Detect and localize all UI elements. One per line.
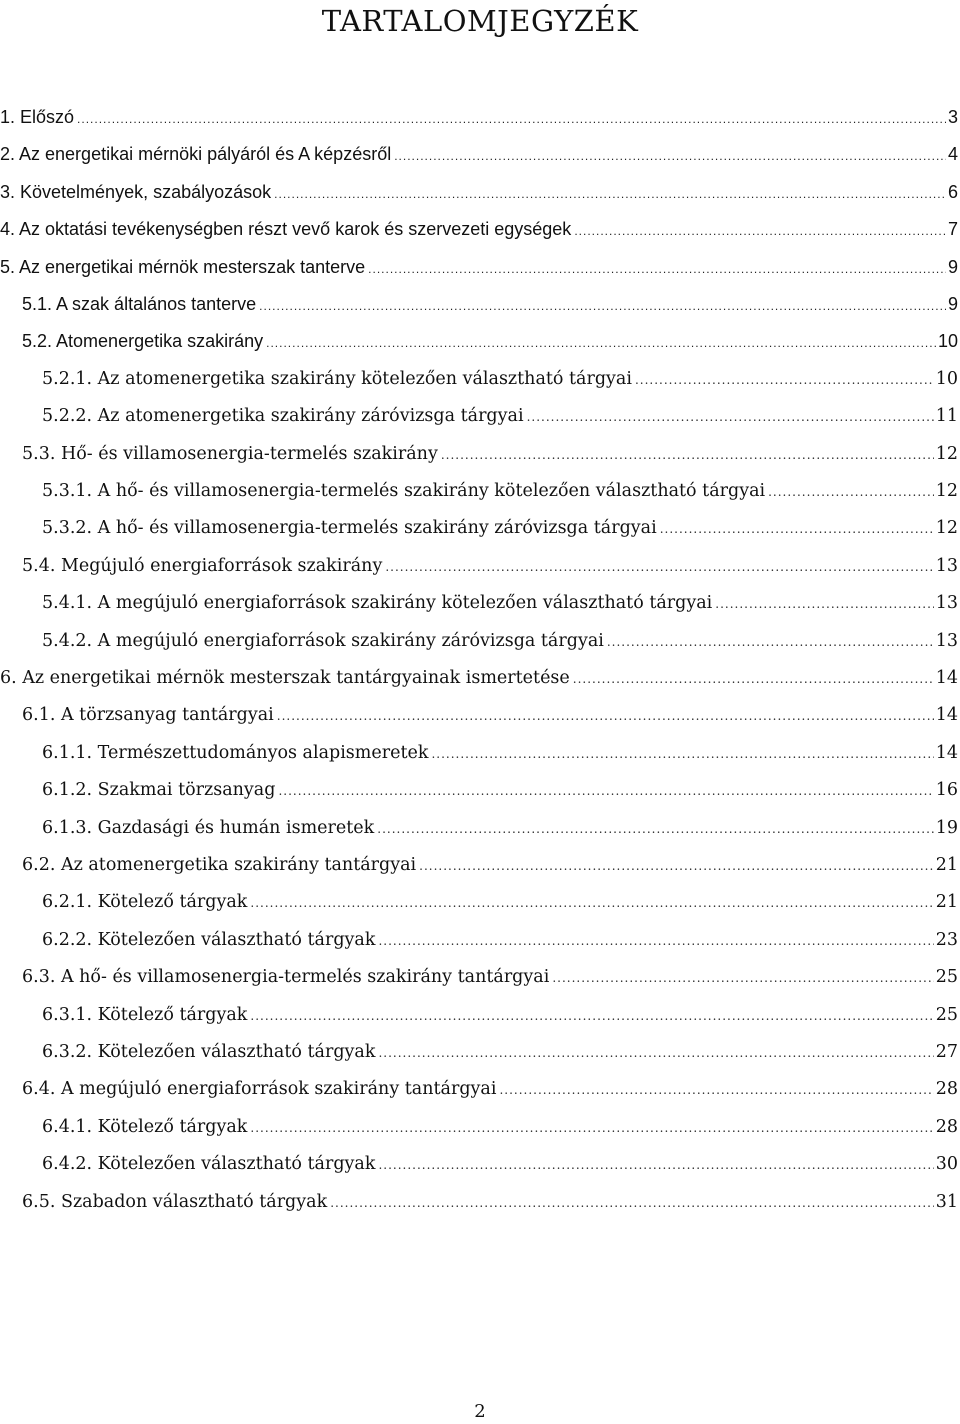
toc-entry[interactable] [22,436,958,473]
page-number: 2 [474,1401,486,1422]
toc-entry[interactable] [42,884,958,921]
toc-entry-page: 12 [935,481,958,501]
page-title: TARTALOMJEGYZÉK [321,4,639,38]
toc-entry[interactable] [42,735,958,772]
toc-entry[interactable] [0,174,958,211]
toc-entry[interactable] [42,398,958,435]
toc-dot-leader [660,511,934,548]
toc-dot-leader [274,176,946,213]
toc-entry-label: 5.3. Hő- és villamosenergia-termelés szakirány [22,443,438,464]
toc-entry-page: 13 [935,630,958,651]
toc-entry-page: 10 [937,331,958,352]
toc-entry-page: 13 [935,593,958,614]
toc-entry-label: 2. Az energetikai mérnöki pályáról és A képzésről [0,144,392,165]
toc-entry[interactable] [22,1184,958,1221]
toc-entry-page: 10 [935,368,958,389]
toc-entry-page: 9 [947,256,958,277]
toc-entry[interactable] [42,1109,958,1146]
toc-entry-page: 16 [935,780,958,801]
toc-entry-label: 6.2.1. Kötelező tárgyak [42,892,248,913]
toc-entry[interactable] [22,548,958,585]
toc-dot-leader [499,1072,933,1109]
toc-dot-leader [394,138,946,175]
toc-dot-leader [378,1035,933,1072]
toc-dot-leader [768,474,934,511]
toc-entry-label: 5.2.1. Az atomenergetika szakirány kötelezően választható tárgyai [42,368,632,389]
toc-entry[interactable] [0,249,958,286]
toc-dot-leader [715,586,933,623]
toc-entry-page: 28 [935,1079,958,1100]
toc-entry-label: 6.4. A megújuló energiaforrások szakirány tantárgyai [22,1079,497,1100]
toc-entry-label: 1. Előszó [0,107,75,127]
toc-entry-label: 5.3.1. A hő- és villamosenergia-termelés szakirány kötelezően választható tárgyai [42,481,766,501]
toc-entry-label: 6.1.1. Természettudományos alapismeretek [42,742,429,763]
toc-entry-label: 6.3. A hő- és villamosenergia-termelés szakirány tantárgyai [22,967,550,988]
toc-entry[interactable] [22,697,958,734]
toc-entry-label: 6.2. Az atomenergetika szakirány tantárgyai [22,855,417,875]
toc-entry-label: 5.4.1. A megújuló energiaforrások szakirány kötelezően választható tárgyai [42,593,713,614]
toc-entry-label: 5.3.2. A hő- és villamosenergia-termelés szakirány záróvizsga tárgyai [42,518,657,539]
toc-entry[interactable] [22,959,958,996]
toc-dot-leader [368,251,946,288]
toc-dot-leader [378,1147,933,1184]
toc-entry-label: 5.2. Atomenergetika szakirány [22,331,264,352]
toc-entry-label: 5. Az energetikai mérnök mesterszak tanterve [0,256,366,277]
toc-dot-leader [250,885,933,922]
toc-dot-leader [441,437,934,474]
toc-entry-page: 7 [947,219,958,240]
toc-entry-label: 6.5. Szabadon választható tárgyak [22,1191,328,1212]
toc-entry-page: 25 [935,1004,958,1025]
toc-entry-label: 6.3.1. Kötelező tárgyak [42,1004,248,1025]
toc-entry-label: 6.2.2. Kötelezően választható tárgyak [42,929,376,950]
toc-entry[interactable] [42,810,958,847]
toc-entry[interactable] [42,772,958,809]
toc-entry[interactable] [42,473,958,510]
toc-entry-page: 6 [947,181,958,202]
toc-dot-leader [385,549,933,586]
toc-dot-leader [330,1185,934,1222]
toc-entry-page: 12 [935,518,958,539]
toc-entry-page: 25 [935,967,958,988]
toc-dot-leader [278,773,933,810]
toc-dot-leader [552,960,933,997]
toc-entry-label: 5.1. A szak általános tanterve [22,294,257,314]
toc-entry-label: 4. Az oktatási tevékenységben részt vevő karok és szervezeti egységek [0,219,572,240]
toc-entry-label: 5.4. Megújuló energiaforrások szakirány [22,555,383,576]
toc-entry-page: 21 [935,892,958,913]
toc-entry-label: 6.1.2. Szakmai törzsanyag [42,780,276,801]
toc-entry[interactable] [0,660,958,697]
toc-dot-leader [377,811,933,848]
toc-entry-page: 14 [935,742,958,763]
toc-entry-label: 6. Az energetikai mérnök mesterszak tantárgyainak ismertetése [0,668,570,688]
toc-entry-page: 19 [935,817,958,838]
toc-dot-leader [574,213,946,250]
toc-entry-page: 12 [935,443,958,464]
toc-dot-leader [527,399,934,436]
toc-entry-page: 30 [935,1154,958,1175]
toc-dot-leader [266,325,936,362]
toc-entry[interactable] [42,623,958,660]
toc-entry-label: 5.2.2. Az atomenergetika szakirány záróvizsga tárgyai [42,406,524,427]
toc-dot-leader [419,848,934,885]
toc-entry-page: 23 [935,929,958,950]
toc-entry-page: 11 [935,406,958,427]
toc-dot-leader [77,101,946,138]
toc-entry-page: 3 [947,107,958,127]
toc-entry-label: 3. Követelmények, szabályozások [0,181,272,202]
toc-entry[interactable] [42,922,958,959]
toc-entry-label: 6.1.3. Gazdasági és humán ismeretek [42,817,375,838]
toc-entry-page: 14 [935,705,958,726]
toc-entry-page: 9 [947,294,958,314]
toc-dot-leader [431,736,933,773]
toc-entry-label: 6.4.2. Kötelezően választható tárgyak [42,1154,376,1175]
toc-entry[interactable] [42,585,958,622]
toc-entry[interactable] [42,1034,958,1071]
toc-entry-page: 14 [935,668,958,688]
toc-entry[interactable] [42,361,958,398]
toc-entry[interactable] [0,136,958,173]
toc-entry[interactable] [42,510,958,547]
toc-dot-leader [607,624,934,661]
toc-entry-label: 6.4.1. Kötelező tárgyak [42,1116,248,1137]
toc-entry[interactable] [42,1146,958,1183]
toc-entry-page: 21 [935,855,958,875]
toc-entry[interactable] [0,211,958,248]
toc-entry-page: 4 [947,144,958,165]
toc-entry[interactable] [22,286,958,323]
toc-entry-page: 28 [935,1116,958,1137]
toc-entry-label: 6.1. A törzsanyag tantárgyai [22,705,274,726]
toc-entry-page: 13 [935,555,958,576]
toc-dot-leader [250,1110,933,1147]
toc-entry[interactable] [22,323,958,360]
toc-entry[interactable] [0,99,958,136]
toc-dot-leader [277,698,934,735]
toc-entry[interactable] [22,847,958,884]
toc-entry-label: 5.4.2. A megújuló energiaforrások szakirány záróvizsga tárgyai [42,630,604,651]
toc-dot-leader [250,998,933,1035]
toc-entry-page: 31 [935,1191,958,1212]
toc-entry[interactable] [22,1071,958,1108]
toc-entry-label: 6.3.2. Kötelezően választható tárgyak [42,1042,376,1062]
toc-entry[interactable] [42,997,958,1034]
toc-dot-leader [378,923,933,960]
toc-entry-page: 27 [935,1042,958,1062]
toc-dot-leader [259,288,946,325]
toc-dot-leader [635,362,934,399]
toc-dot-leader [573,661,934,698]
